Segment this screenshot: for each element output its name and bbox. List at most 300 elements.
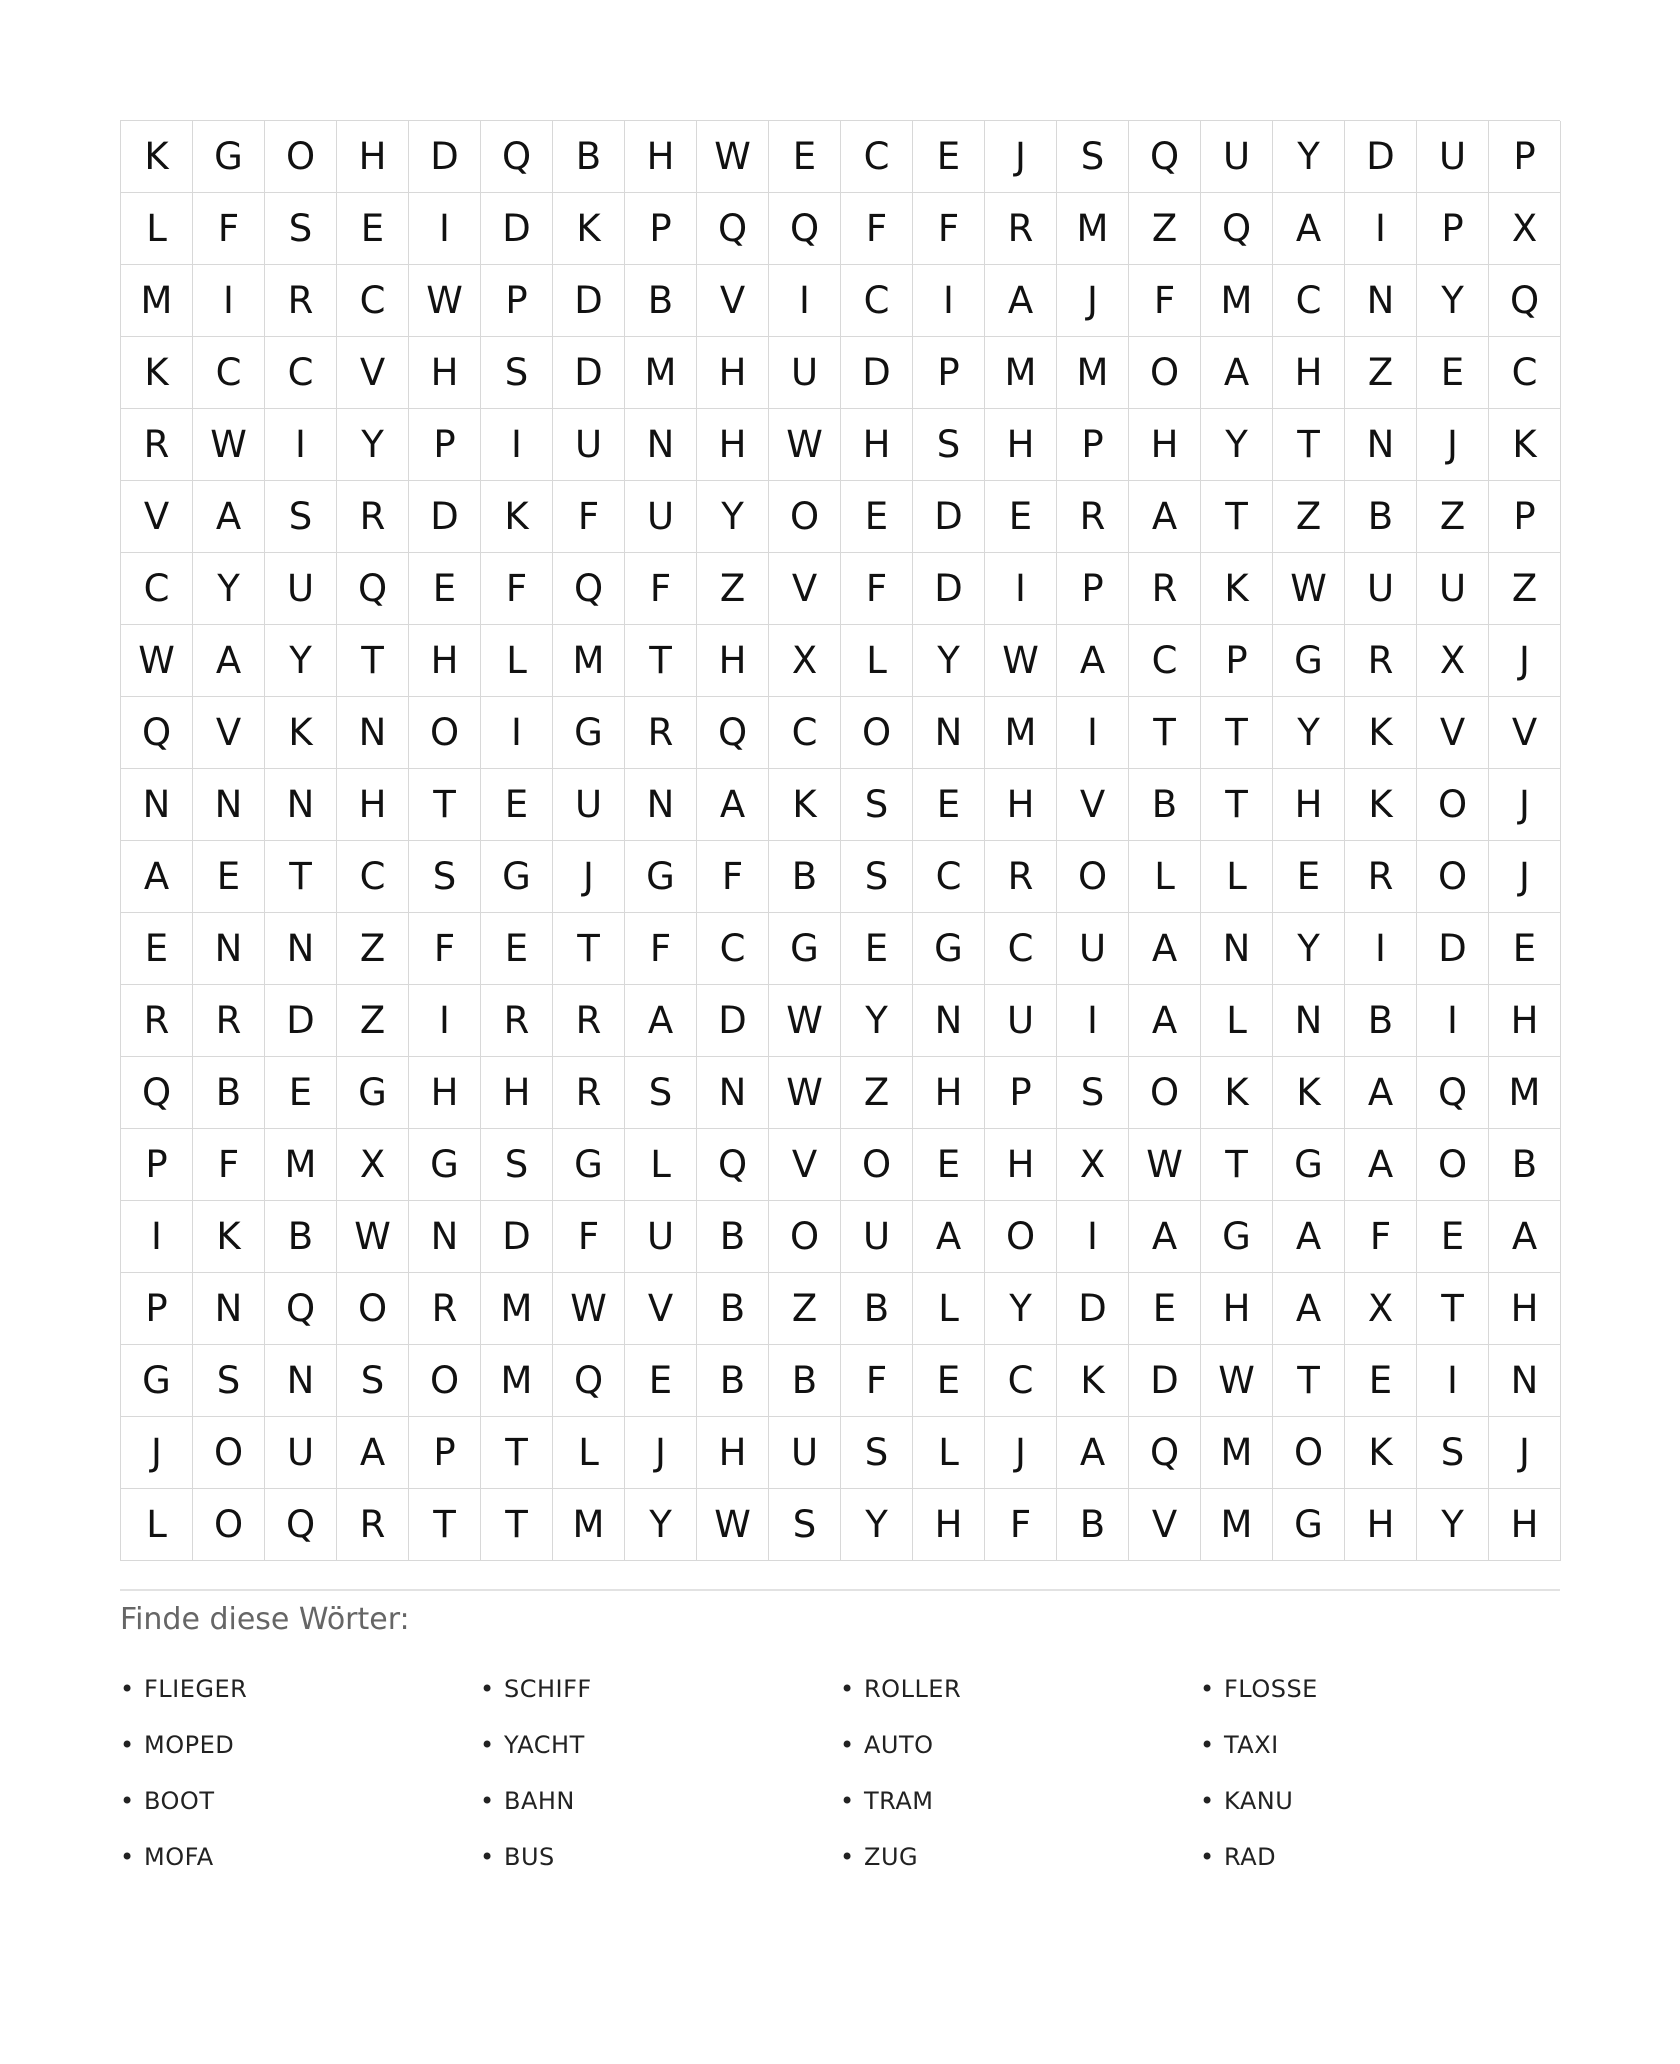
grid-cell[interactable]: S — [625, 1057, 697, 1129]
grid-cell[interactable]: M — [121, 265, 193, 337]
grid-cell[interactable]: Z — [337, 985, 409, 1057]
grid-cell[interactable]: B — [1345, 481, 1417, 553]
grid-cell[interactable]: F — [913, 193, 985, 265]
grid-cell[interactable]: K — [1273, 1057, 1345, 1129]
grid-cell[interactable]: N — [697, 1057, 769, 1129]
grid-cell[interactable]: N — [265, 769, 337, 841]
grid-cell[interactable]: H — [337, 121, 409, 193]
grid-cell[interactable]: O — [409, 697, 481, 769]
grid-cell[interactable]: H — [841, 409, 913, 481]
grid-cell[interactable]: Q — [121, 697, 193, 769]
grid-cell[interactable]: X — [1057, 1129, 1129, 1201]
grid-cell[interactable]: Q — [697, 1129, 769, 1201]
grid-cell[interactable]: V — [769, 1129, 841, 1201]
grid-cell[interactable]: C — [913, 841, 985, 913]
grid-cell[interactable]: T — [1129, 697, 1201, 769]
grid-cell[interactable]: P — [625, 193, 697, 265]
grid-cell[interactable]: R — [337, 481, 409, 553]
grid-cell[interactable]: I — [481, 697, 553, 769]
grid-cell[interactable]: R — [481, 985, 553, 1057]
grid-cell[interactable]: O — [1273, 1417, 1345, 1489]
grid-cell[interactable]: R — [1345, 841, 1417, 913]
grid-cell[interactable]: B — [1057, 1489, 1129, 1561]
grid-cell[interactable]: N — [913, 697, 985, 769]
grid-cell[interactable]: L — [913, 1273, 985, 1345]
grid-cell[interactable]: N — [1345, 409, 1417, 481]
grid-cell[interactable]: V — [337, 337, 409, 409]
grid-cell[interactable]: A — [121, 841, 193, 913]
grid-cell[interactable]: G — [1273, 1489, 1345, 1561]
grid-cell[interactable]: Q — [697, 697, 769, 769]
grid-cell[interactable]: Y — [1417, 265, 1489, 337]
grid-cell[interactable]: A — [1273, 1273, 1345, 1345]
grid-cell[interactable]: D — [481, 193, 553, 265]
grid-cell[interactable]: A — [1201, 337, 1273, 409]
grid-cell[interactable]: H — [697, 1417, 769, 1489]
grid-cell[interactable]: H — [1345, 1489, 1417, 1561]
grid-cell[interactable]: L — [841, 625, 913, 697]
grid-cell[interactable]: S — [841, 1417, 913, 1489]
grid-cell[interactable]: D — [265, 985, 337, 1057]
grid-cell[interactable]: G — [625, 841, 697, 913]
grid-cell[interactable]: U — [1417, 121, 1489, 193]
grid-cell[interactable]: E — [769, 121, 841, 193]
grid-cell[interactable]: H — [1489, 1489, 1561, 1561]
grid-cell[interactable]: J — [1057, 265, 1129, 337]
grid-cell[interactable]: L — [121, 193, 193, 265]
grid-cell[interactable]: G — [769, 913, 841, 985]
grid-cell[interactable]: T — [481, 1489, 553, 1561]
grid-cell[interactable]: C — [985, 1345, 1057, 1417]
grid-cell[interactable]: K — [1489, 409, 1561, 481]
grid-cell[interactable]: A — [1057, 625, 1129, 697]
grid-cell[interactable]: P — [1489, 481, 1561, 553]
grid-cell[interactable]: K — [265, 697, 337, 769]
grid-cell[interactable]: I — [1345, 193, 1417, 265]
grid-cell[interactable]: E — [985, 481, 1057, 553]
grid-cell[interactable]: Y — [625, 1489, 697, 1561]
grid-cell[interactable]: A — [193, 625, 265, 697]
grid-cell[interactable]: H — [409, 625, 481, 697]
grid-cell[interactable]: C — [697, 913, 769, 985]
grid-cell[interactable]: U — [553, 769, 625, 841]
grid-cell[interactable]: P — [1489, 121, 1561, 193]
grid-cell[interactable]: B — [697, 1201, 769, 1273]
grid-cell[interactable]: U — [625, 1201, 697, 1273]
grid-cell[interactable]: G — [1201, 1201, 1273, 1273]
grid-cell[interactable]: U — [265, 553, 337, 625]
grid-cell[interactable]: Q — [265, 1273, 337, 1345]
grid-cell[interactable]: C — [1273, 265, 1345, 337]
grid-cell[interactable]: T — [1273, 409, 1345, 481]
grid-cell[interactable]: T — [625, 625, 697, 697]
grid-cell[interactable]: U — [1417, 553, 1489, 625]
grid-cell[interactable]: Q — [481, 121, 553, 193]
grid-cell[interactable]: X — [1489, 193, 1561, 265]
grid-cell[interactable]: O — [1129, 337, 1201, 409]
grid-cell[interactable]: X — [1417, 625, 1489, 697]
grid-cell[interactable]: O — [841, 1129, 913, 1201]
grid-cell[interactable]: R — [121, 409, 193, 481]
grid-cell[interactable]: J — [1489, 769, 1561, 841]
grid-cell[interactable]: A — [625, 985, 697, 1057]
grid-cell[interactable]: D — [697, 985, 769, 1057]
grid-cell[interactable]: R — [625, 697, 697, 769]
grid-cell[interactable]: Y — [1201, 409, 1273, 481]
grid-cell[interactable]: K — [1345, 769, 1417, 841]
grid-cell[interactable]: I — [1417, 1345, 1489, 1417]
grid-cell[interactable]: I — [265, 409, 337, 481]
grid-cell[interactable]: W — [193, 409, 265, 481]
grid-cell[interactable]: O — [769, 1201, 841, 1273]
grid-cell[interactable]: K — [769, 769, 841, 841]
grid-cell[interactable]: E — [1417, 337, 1489, 409]
grid-cell[interactable]: E — [913, 769, 985, 841]
grid-cell[interactable]: H — [913, 1057, 985, 1129]
grid-cell[interactable]: O — [1417, 769, 1489, 841]
grid-cell[interactable]: L — [121, 1489, 193, 1561]
grid-cell[interactable]: U — [1057, 913, 1129, 985]
grid-cell[interactable]: K — [481, 481, 553, 553]
grid-cell[interactable]: F — [193, 193, 265, 265]
grid-cell[interactable]: W — [769, 409, 841, 481]
grid-cell[interactable]: Z — [1417, 481, 1489, 553]
grid-cell[interactable]: Z — [1273, 481, 1345, 553]
grid-cell[interactable]: L — [553, 1417, 625, 1489]
grid-cell[interactable]: H — [337, 769, 409, 841]
grid-cell[interactable]: P — [481, 265, 553, 337]
grid-cell[interactable]: H — [1273, 769, 1345, 841]
grid-cell[interactable]: C — [841, 121, 913, 193]
grid-cell[interactable]: A — [1129, 1201, 1201, 1273]
grid-cell[interactable]: T — [1273, 1345, 1345, 1417]
grid-cell[interactable]: F — [553, 1201, 625, 1273]
grid-cell[interactable]: V — [769, 553, 841, 625]
grid-cell[interactable]: F — [841, 1345, 913, 1417]
grid-cell[interactable]: S — [1057, 1057, 1129, 1129]
grid-cell[interactable]: L — [481, 625, 553, 697]
grid-cell[interactable]: W — [697, 121, 769, 193]
grid-cell[interactable]: N — [121, 769, 193, 841]
grid-cell[interactable]: G — [913, 913, 985, 985]
grid-cell[interactable]: R — [265, 265, 337, 337]
grid-cell[interactable]: R — [1345, 625, 1417, 697]
grid-cell[interactable]: O — [1057, 841, 1129, 913]
grid-cell[interactable]: Z — [1129, 193, 1201, 265]
grid-cell[interactable]: B — [1489, 1129, 1561, 1201]
grid-cell[interactable]: I — [769, 265, 841, 337]
grid-cell[interactable]: Y — [1273, 121, 1345, 193]
grid-cell[interactable]: B — [1129, 769, 1201, 841]
grid-cell[interactable]: H — [913, 1489, 985, 1561]
grid-cell[interactable]: G — [1273, 625, 1345, 697]
grid-cell[interactable]: H — [1489, 1273, 1561, 1345]
grid-cell[interactable]: G — [337, 1057, 409, 1129]
grid-cell[interactable]: Z — [1489, 553, 1561, 625]
grid-cell[interactable]: B — [769, 1345, 841, 1417]
grid-cell[interactable]: S — [409, 841, 481, 913]
grid-cell[interactable]: H — [697, 409, 769, 481]
grid-cell[interactable]: T — [1201, 697, 1273, 769]
grid-cell[interactable]: Y — [1273, 697, 1345, 769]
grid-cell[interactable]: O — [1417, 1129, 1489, 1201]
grid-cell[interactable]: M — [481, 1345, 553, 1417]
grid-cell[interactable]: E — [481, 913, 553, 985]
grid-cell[interactable]: S — [1057, 121, 1129, 193]
grid-cell[interactable]: C — [985, 913, 1057, 985]
grid-cell[interactable]: N — [265, 1345, 337, 1417]
grid-cell[interactable]: Q — [553, 553, 625, 625]
grid-cell[interactable]: D — [553, 265, 625, 337]
grid-cell[interactable]: M — [985, 697, 1057, 769]
grid-cell[interactable]: L — [1201, 985, 1273, 1057]
grid-cell[interactable]: A — [337, 1417, 409, 1489]
grid-cell[interactable]: F — [1345, 1201, 1417, 1273]
grid-cell[interactable]: C — [337, 841, 409, 913]
grid-cell[interactable]: D — [409, 481, 481, 553]
grid-cell[interactable]: Y — [265, 625, 337, 697]
grid-cell[interactable]: N — [1201, 913, 1273, 985]
grid-cell[interactable]: Y — [697, 481, 769, 553]
grid-cell[interactable]: B — [193, 1057, 265, 1129]
grid-cell[interactable]: Z — [769, 1273, 841, 1345]
grid-cell[interactable]: N — [625, 769, 697, 841]
grid-cell[interactable]: D — [1345, 121, 1417, 193]
grid-cell[interactable]: B — [1345, 985, 1417, 1057]
grid-cell[interactable]: M — [481, 1273, 553, 1345]
grid-cell[interactable]: A — [1345, 1057, 1417, 1129]
grid-cell[interactable]: L — [913, 1417, 985, 1489]
grid-cell[interactable]: U — [769, 1417, 841, 1489]
grid-cell[interactable]: D — [553, 337, 625, 409]
grid-cell[interactable]: Q — [1489, 265, 1561, 337]
grid-cell[interactable]: E — [121, 913, 193, 985]
grid-cell[interactable]: A — [1057, 1417, 1129, 1489]
grid-cell[interactable]: B — [265, 1201, 337, 1273]
grid-cell[interactable]: R — [1057, 481, 1129, 553]
grid-cell[interactable]: P — [121, 1129, 193, 1201]
grid-cell[interactable]: N — [337, 697, 409, 769]
grid-cell[interactable]: F — [625, 553, 697, 625]
grid-cell[interactable]: A — [913, 1201, 985, 1273]
grid-cell[interactable]: B — [841, 1273, 913, 1345]
grid-cell[interactable]: O — [409, 1345, 481, 1417]
grid-cell[interactable]: A — [193, 481, 265, 553]
grid-cell[interactable]: E — [1489, 913, 1561, 985]
grid-cell[interactable]: R — [1129, 553, 1201, 625]
grid-cell[interactable]: Q — [1417, 1057, 1489, 1129]
grid-cell[interactable]: M — [265, 1129, 337, 1201]
grid-cell[interactable]: K — [1345, 1417, 1417, 1489]
grid-cell[interactable]: D — [481, 1201, 553, 1273]
grid-cell[interactable]: V — [697, 265, 769, 337]
grid-cell[interactable]: W — [1273, 553, 1345, 625]
grid-cell[interactable]: E — [913, 1129, 985, 1201]
grid-cell[interactable]: V — [1129, 1489, 1201, 1561]
grid-cell[interactable]: I — [1057, 697, 1129, 769]
grid-cell[interactable]: D — [409, 121, 481, 193]
grid-cell[interactable]: M — [1057, 193, 1129, 265]
grid-cell[interactable]: K — [553, 193, 625, 265]
grid-cell[interactable]: O — [265, 121, 337, 193]
grid-cell[interactable]: P — [409, 1417, 481, 1489]
grid-cell[interactable]: F — [193, 1129, 265, 1201]
grid-cell[interactable]: C — [193, 337, 265, 409]
grid-cell[interactable]: Q — [553, 1345, 625, 1417]
grid-cell[interactable]: E — [841, 913, 913, 985]
grid-cell[interactable]: D — [1417, 913, 1489, 985]
grid-cell[interactable]: R — [985, 193, 1057, 265]
grid-cell[interactable]: E — [265, 1057, 337, 1129]
grid-cell[interactable]: H — [1489, 985, 1561, 1057]
grid-cell[interactable]: O — [1129, 1057, 1201, 1129]
grid-cell[interactable]: S — [193, 1345, 265, 1417]
grid-cell[interactable]: J — [1489, 1417, 1561, 1489]
grid-cell[interactable]: S — [913, 409, 985, 481]
grid-cell[interactable]: S — [265, 481, 337, 553]
grid-cell[interactable]: N — [193, 1273, 265, 1345]
grid-cell[interactable]: G — [1273, 1129, 1345, 1201]
grid-cell[interactable]: T — [1201, 1129, 1273, 1201]
grid-cell[interactable]: G — [409, 1129, 481, 1201]
grid-cell[interactable]: N — [193, 913, 265, 985]
grid-cell[interactable]: E — [1273, 841, 1345, 913]
grid-cell[interactable]: R — [193, 985, 265, 1057]
grid-cell[interactable]: M — [1201, 265, 1273, 337]
grid-cell[interactable]: F — [841, 193, 913, 265]
grid-cell[interactable]: P — [1057, 409, 1129, 481]
grid-cell[interactable]: U — [1201, 121, 1273, 193]
grid-cell[interactable]: D — [913, 553, 985, 625]
grid-cell[interactable]: G — [553, 1129, 625, 1201]
grid-cell[interactable]: F — [625, 913, 697, 985]
grid-cell[interactable]: C — [769, 697, 841, 769]
grid-cell[interactable]: P — [985, 1057, 1057, 1129]
grid-cell[interactable]: S — [265, 193, 337, 265]
grid-cell[interactable]: C — [841, 265, 913, 337]
grid-cell[interactable]: O — [841, 697, 913, 769]
grid-cell[interactable]: R — [553, 985, 625, 1057]
grid-cell[interactable]: J — [985, 121, 1057, 193]
grid-cell[interactable]: A — [1345, 1129, 1417, 1201]
grid-cell[interactable]: E — [409, 553, 481, 625]
grid-cell[interactable]: W — [337, 1201, 409, 1273]
grid-cell[interactable]: W — [1201, 1345, 1273, 1417]
grid-cell[interactable]: P — [1057, 553, 1129, 625]
grid-cell[interactable]: D — [1057, 1273, 1129, 1345]
grid-cell[interactable]: M — [1057, 337, 1129, 409]
grid-cell[interactable]: E — [481, 769, 553, 841]
grid-cell[interactable]: P — [121, 1273, 193, 1345]
grid-cell[interactable]: I — [409, 985, 481, 1057]
grid-cell[interactable]: E — [193, 841, 265, 913]
grid-cell[interactable]: U — [985, 985, 1057, 1057]
grid-cell[interactable]: A — [1273, 1201, 1345, 1273]
grid-cell[interactable]: H — [409, 1057, 481, 1129]
grid-cell[interactable]: Z — [697, 553, 769, 625]
grid-cell[interactable]: U — [553, 409, 625, 481]
grid-cell[interactable]: J — [625, 1417, 697, 1489]
grid-cell[interactable]: R — [553, 1057, 625, 1129]
grid-cell[interactable]: Y — [193, 553, 265, 625]
grid-cell[interactable]: L — [1201, 841, 1273, 913]
grid-cell[interactable]: N — [625, 409, 697, 481]
grid-cell[interactable]: K — [121, 337, 193, 409]
grid-cell[interactable]: E — [1417, 1201, 1489, 1273]
grid-cell[interactable]: W — [697, 1489, 769, 1561]
grid-cell[interactable]: V — [1417, 697, 1489, 769]
grid-cell[interactable]: J — [985, 1417, 1057, 1489]
grid-cell[interactable]: M — [1489, 1057, 1561, 1129]
grid-cell[interactable]: V — [1489, 697, 1561, 769]
grid-cell[interactable]: T — [553, 913, 625, 985]
grid-cell[interactable]: E — [1345, 1345, 1417, 1417]
grid-cell[interactable]: I — [193, 265, 265, 337]
grid-cell[interactable]: H — [985, 409, 1057, 481]
grid-cell[interactable]: J — [1489, 841, 1561, 913]
grid-cell[interactable]: Y — [337, 409, 409, 481]
grid-cell[interactable]: C — [121, 553, 193, 625]
grid-cell[interactable]: I — [481, 409, 553, 481]
grid-cell[interactable]: T — [1417, 1273, 1489, 1345]
grid-cell[interactable]: S — [769, 1489, 841, 1561]
grid-cell[interactable]: R — [409, 1273, 481, 1345]
grid-cell[interactable]: H — [985, 769, 1057, 841]
grid-cell[interactable]: V — [625, 1273, 697, 1345]
grid-cell[interactable]: W — [121, 625, 193, 697]
grid-cell[interactable]: A — [1129, 913, 1201, 985]
grid-cell[interactable]: N — [409, 1201, 481, 1273]
grid-cell[interactable]: C — [337, 265, 409, 337]
grid-cell[interactable]: I — [1057, 1201, 1129, 1273]
grid-cell[interactable]: P — [1417, 193, 1489, 265]
grid-cell[interactable]: W — [769, 1057, 841, 1129]
grid-cell[interactable]: Q — [769, 193, 841, 265]
grid-cell[interactable]: O — [193, 1417, 265, 1489]
grid-cell[interactable]: O — [1417, 841, 1489, 913]
grid-cell[interactable]: U — [769, 337, 841, 409]
grid-cell[interactable]: Y — [1417, 1489, 1489, 1561]
grid-cell[interactable]: I — [1417, 985, 1489, 1057]
grid-cell[interactable]: F — [697, 841, 769, 913]
grid-cell[interactable]: M — [625, 337, 697, 409]
grid-cell[interactable]: D — [841, 337, 913, 409]
grid-cell[interactable]: Z — [1345, 337, 1417, 409]
grid-cell[interactable]: Q — [337, 553, 409, 625]
grid-cell[interactable]: Q — [265, 1489, 337, 1561]
grid-cell[interactable]: M — [553, 625, 625, 697]
grid-cell[interactable]: K — [193, 1201, 265, 1273]
grid-cell[interactable]: U — [265, 1417, 337, 1489]
grid-cell[interactable]: P — [1201, 625, 1273, 697]
grid-cell[interactable]: H — [481, 1057, 553, 1129]
grid-cell[interactable]: Z — [841, 1057, 913, 1129]
grid-cell[interactable]: H — [985, 1129, 1057, 1201]
grid-cell[interactable]: F — [841, 553, 913, 625]
grid-cell[interactable]: T — [481, 1417, 553, 1489]
grid-cell[interactable]: I — [1057, 985, 1129, 1057]
grid-cell[interactable]: A — [1129, 481, 1201, 553]
grid-cell[interactable]: P — [913, 337, 985, 409]
grid-cell[interactable]: S — [841, 841, 913, 913]
grid-cell[interactable]: Y — [985, 1273, 1057, 1345]
grid-cell[interactable]: I — [985, 553, 1057, 625]
grid-cell[interactable]: F — [1129, 265, 1201, 337]
grid-cell[interactable]: K — [121, 121, 193, 193]
grid-cell[interactable]: Y — [1273, 913, 1345, 985]
grid-cell[interactable]: C — [1489, 337, 1561, 409]
grid-cell[interactable]: X — [769, 625, 841, 697]
